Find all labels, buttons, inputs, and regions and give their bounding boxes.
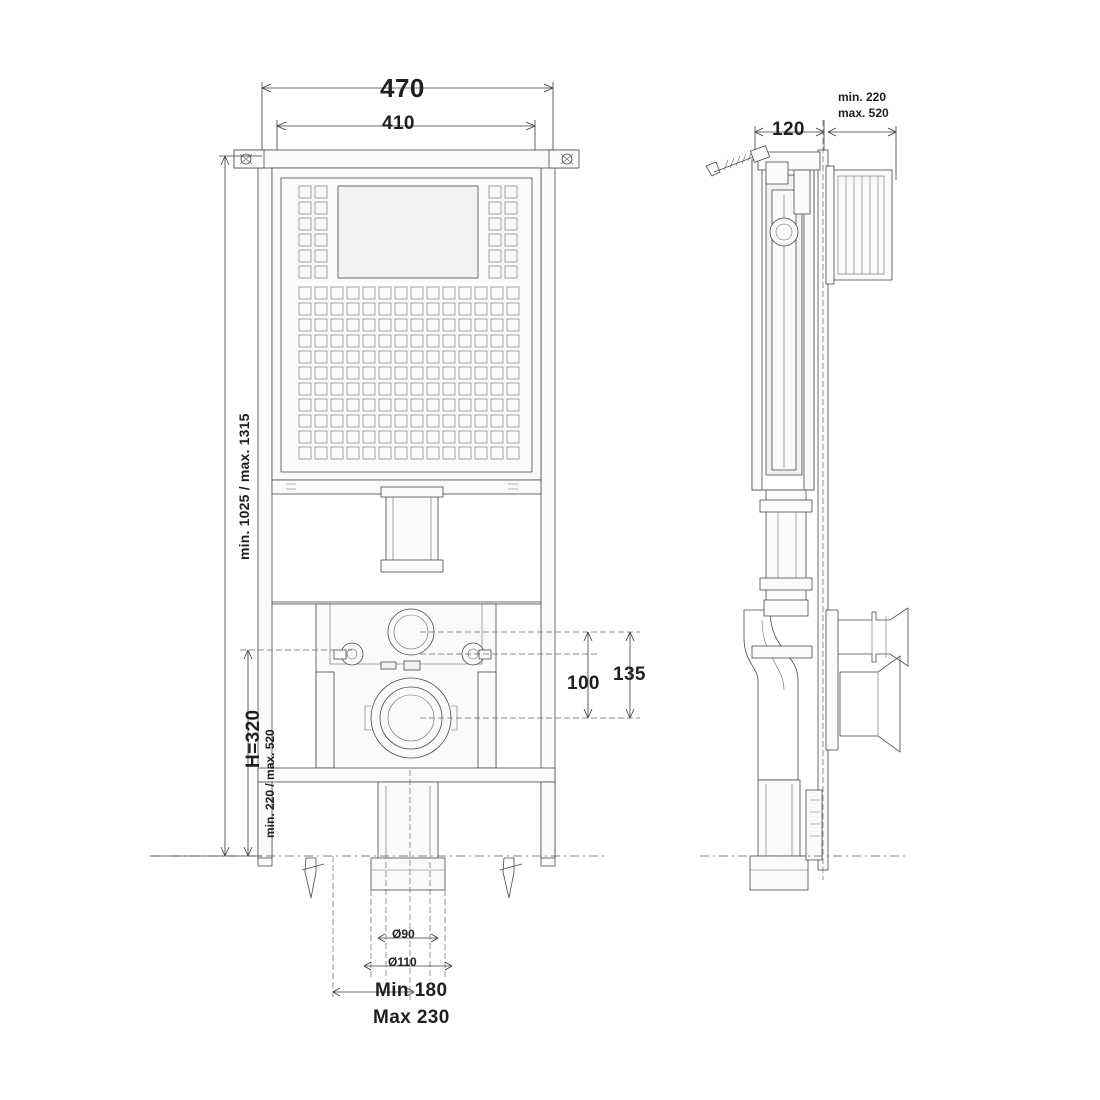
dimension-label-bracket-range: min. 220 / max. 520 [263, 729, 277, 838]
dimension-label-floor-max: Max 230 [373, 1007, 450, 1028]
dimension-label-h320: H=320 [243, 709, 264, 768]
dimension-label-120: 120 [772, 119, 805, 140]
dimension-label-135: 135 [613, 664, 646, 685]
dimension-label-side-max: max. 520 [838, 106, 889, 120]
dimension-label-side-min: min. 220 [838, 90, 887, 104]
dimension-label-410: 410 [382, 113, 415, 134]
dimension-label-d110: Ø110 [388, 955, 417, 969]
dimension-label-100: 100 [567, 673, 600, 694]
dimension-label-470: 470 [380, 73, 425, 103]
dimension-label-height-range: min. 1025 / max. 1315 [236, 413, 252, 560]
dimension-label-floor-min: Min 180 [375, 980, 448, 1001]
dimension-label-d90: Ø90 [392, 927, 415, 941]
